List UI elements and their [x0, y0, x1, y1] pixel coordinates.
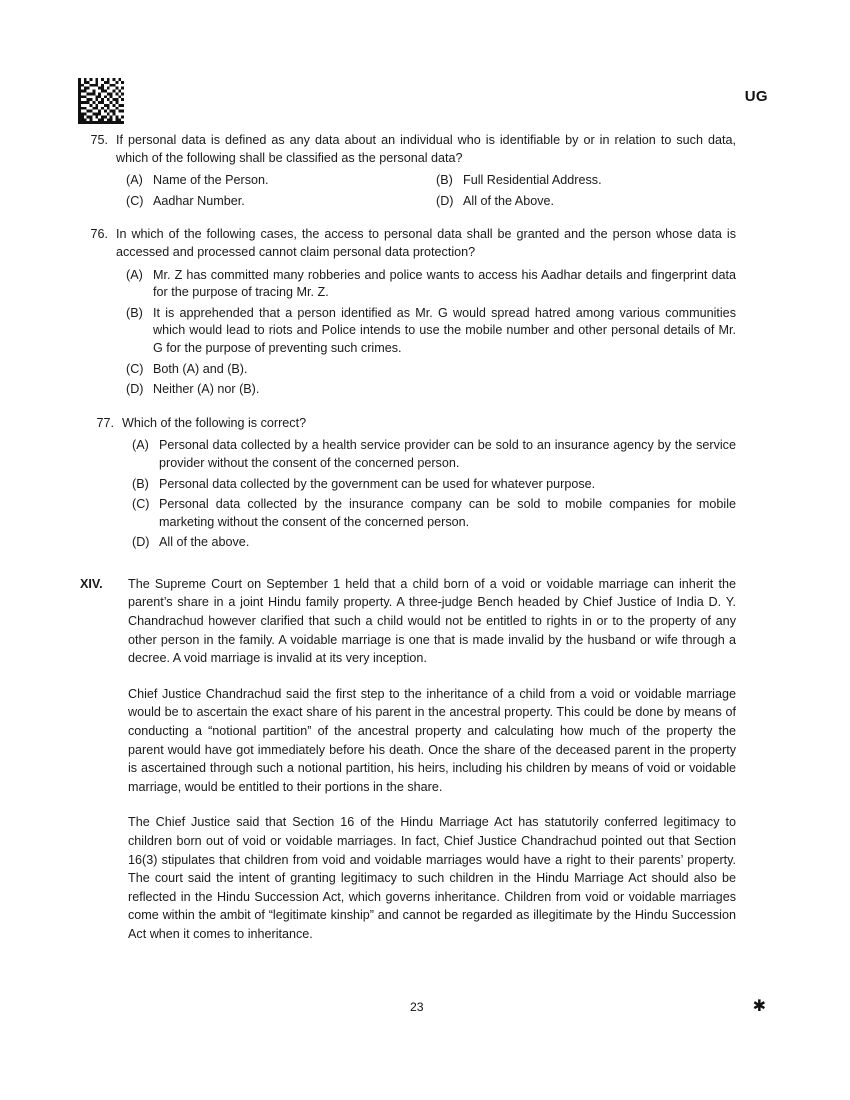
- option-letter: (A): [132, 438, 149, 453]
- ug-level-label: UG: [744, 88, 768, 105]
- option-text: All of the Above.: [463, 193, 555, 208]
- option-text: Mr. Z has committed many robberies and police wants to access his Aadhar details and fingerprint data for the purpose of tracing Mr. Z.: [153, 267, 736, 300]
- option-text: Neither (A) nor (B).: [153, 382, 260, 397]
- question-stem: If personal data is defined as any data about an individual who is identifiable by or in relation to such data, which of the following shall be classified as the personal data?: [116, 133, 736, 165]
- option-text: It is apprehended that a person identified as Mr. G would spread hatred among various communities which would lead to riots and Police intends to use the mobile number and other personal details of Mr. G for the purpose of preventing such crimes.: [153, 305, 736, 355]
- option-text: Personal data collected by a health service provider can be sold to an insurance agency by the service provider without the consent of the concerned person.: [159, 438, 736, 470]
- option-text: Full Residential Address.: [463, 173, 602, 188]
- question-body: [116, 132, 736, 213]
- asterisk-icon: ✱: [752, 998, 766, 1015]
- option-item[interactable]: [126, 172, 426, 190]
- question-body: [116, 226, 736, 401]
- option-letter: (B): [436, 173, 453, 188]
- passage-paragraph: The Supreme Court on September 1 held that a child born of a void or voidable marriage can inherit the parent’s share in a joint Hindu family property. A three-judge Bench headed by Chief Justice of India D. Y. Chandrachud however clarified that such a child would not be entitled to rights in or to the property of any other person in the family. A voidable marriage is one that is made invalid by the husband or wife through a decree. A void marriage is invalid at its very inception.: [128, 576, 736, 666]
- passage-paragraph: Chief Justice Chandrachud said the first step to the inheritance of a child from a void or voidable marriage would be to ascertain the exact share of his parent in the ancestral property. This could be done by means of conducting a “notional partition” of the ancestral property and calculating how much of the property the parent would have got immediately before his death. Once the share of the deceased parent in the property is ascertained through such a notional partition, his heirs, including his children by means of void or voidable marriage, would be entitled to their portions in the share.: [128, 686, 736, 794]
- option-item[interactable]: [132, 496, 736, 531]
- question-number: 76.: [90, 227, 108, 242]
- option-text: Personal data collected by the government can be used for whatever purpose.: [159, 476, 596, 491]
- question-number: 77.: [96, 415, 114, 430]
- option-letter: (D): [436, 193, 454, 208]
- option-letter: (A): [126, 267, 143, 282]
- option-letter: (C): [126, 193, 144, 208]
- option-item[interactable]: [132, 534, 736, 552]
- question-76: [80, 226, 736, 401]
- option-letter: (C): [132, 497, 150, 512]
- option-text: Name of the Person.: [153, 173, 269, 188]
- option-letter: (D): [132, 535, 150, 550]
- page-number: 23: [410, 1000, 424, 1014]
- option-item[interactable]: [132, 476, 736, 494]
- question-stem: Which of the following is correct?: [122, 415, 307, 430]
- option-letter: (B): [126, 305, 143, 320]
- question-number: 75.: [90, 133, 108, 147]
- option-item[interactable]: [126, 361, 736, 379]
- option-item[interactable]: [126, 267, 736, 302]
- data-matrix-barcode-icon: [78, 78, 124, 124]
- option-item[interactable]: [436, 172, 736, 190]
- question-75: [80, 132, 736, 213]
- passage-xiv: [80, 575, 736, 944]
- page-footer: [80, 1000, 770, 1022]
- option-text: All of the above.: [159, 535, 250, 550]
- option-letter: (D): [126, 382, 144, 397]
- option-text: Personal data collected by the insurance company can be sold to mobile companies for mobile marketing without the consent of the concerned person.: [159, 497, 736, 529]
- option-item[interactable]: [126, 381, 736, 399]
- option-item[interactable]: [132, 437, 736, 472]
- option-text: Both (A) and (B).: [153, 361, 248, 376]
- option-list: [122, 437, 736, 552]
- question-body: [122, 415, 736, 555]
- question-77: [80, 415, 736, 555]
- question-stem: In which of the following cases, the access to personal data shall be granted and the person whose data is accessed and processed cannot claim personal data protection?: [116, 227, 736, 259]
- option-text: Aadhar Number.: [153, 193, 245, 208]
- option-letter: (C): [126, 361, 144, 376]
- passage-number: XIV.: [80, 576, 103, 591]
- option-item[interactable]: [436, 193, 736, 211]
- page-content: [80, 132, 736, 944]
- passage-body: [128, 575, 736, 944]
- option-item[interactable]: [126, 193, 426, 211]
- option-item[interactable]: [126, 305, 736, 358]
- option-list: [116, 172, 736, 213]
- option-letter: (B): [132, 476, 149, 491]
- page-header: [78, 78, 768, 130]
- passage-paragraph: The Chief Justice said that Section 16 of the Hindu Marriage Act has statutorily conferred legitimacy to children born out of void or voidable marriages. In fact, Chief Justice Chandrachud pointed out that Section 16(3) stipulates that children from void and voidable marriages would have a right to their parents’ property. The court said the intent of granting legitimacy to such children in the Hindu Marriage Act should also be reflected in the Hindu Succession Act, which governs inheritance. Children from void or voidable marriages come within the ambit of “legitimate kinship” and cannot be regarded as illegitimate by the Hindu Succession Act when it comes to inheritance.: [128, 815, 736, 941]
- option-letter: (A): [126, 173, 143, 188]
- option-list: [116, 267, 736, 399]
